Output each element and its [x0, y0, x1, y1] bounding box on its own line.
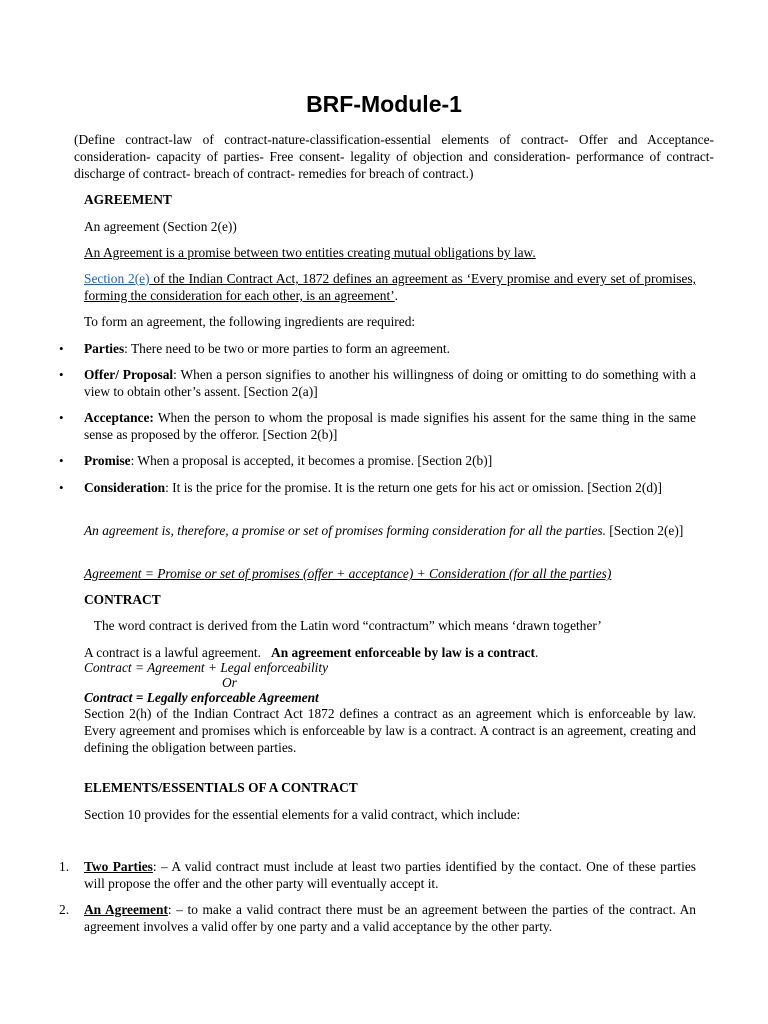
section-2e-paragraph [84, 270, 696, 304]
contract-lawful-end: . [534, 645, 539, 660]
bullet-symbol: • [59, 453, 64, 468]
bullet-term: Offer/ Proposal [84, 367, 174, 382]
contract-formula-2: Contract = Legally enforceable Agreement [84, 690, 319, 705]
list-item [84, 901, 696, 935]
bullet-symbol: • [59, 410, 64, 425]
agreement-summary-ref: [Section 2(e)] [605, 523, 684, 538]
bullet-term: Acceptance: [84, 410, 154, 425]
contract-or-text: Or [222, 675, 237, 690]
agreement-heading: AGREEMENT [84, 192, 172, 207]
list-item [84, 409, 696, 443]
bullet-symbol: • [59, 367, 64, 382]
bullet-term: Parties [84, 341, 125, 356]
agreement-summary [84, 522, 696, 539]
section-2h-paragraph: Section 2(h) of the Indian Contract Act 1872 defines a contract as an agreement which is enforceable by law. Every agreement and promises which is enforceable by law is a contract. A contract is an agreement, creating and defining the obligation between parties. [84, 706, 696, 755]
agreement-summary-italic: An agreement is, therefore, a promise or set of promises forming consideration for all the parties. [84, 523, 606, 538]
contract-formula-1: Contract = Agreement + Legal enforceability [84, 660, 329, 675]
bullet-text: : When a proposal is accepted, it becomes a promise. [Section 2(b)] [130, 453, 493, 468]
section-2e-link[interactable]: Section 2(e) [84, 271, 150, 286]
contract-lawful-bold: An agreement enforceable by law is a contract [271, 645, 535, 660]
bullet-text: : When a person signifies to another his willingness of doing or omitting to do something with a view to obtain other’s assent. [Section 2(a)] [84, 367, 696, 399]
list-item [84, 366, 696, 400]
bullet-term: Consideration [84, 480, 166, 495]
section-2e-end: . [394, 288, 399, 303]
bullet-symbol: • [59, 341, 64, 356]
list-item [84, 340, 696, 357]
list-item [84, 479, 696, 496]
elements-heading: ELEMENTS/ESSENTIALS OF A CONTRACT [84, 780, 358, 795]
element-term: An Agreement [84, 902, 168, 917]
ingredients-intro: To form an agreement, the following ingredients are required: [84, 314, 416, 329]
section-2e-text: of the Indian Contract Act, 1872 defines an agreement as ‘Every promise and every set of promises, forming the consideration for each other, is an agreement’ [84, 271, 696, 303]
document-title: BRF-Module-1 [306, 91, 462, 117]
contract-heading: CONTRACT [84, 592, 161, 607]
agreement-definition: An Agreement is a promise between two entities creating mutual obligations by law. [84, 245, 536, 260]
agreement-formula: Agreement = Promise or set of promises (offer + acceptance) + Consideration (for all the parties) [84, 566, 612, 581]
syllabus-text: (Define contract-law of contract-nature-classification-essential elements of contract- Offer and Acceptance- consideration- capacity of parties- Free consent- legality of objection and consideration- performance of contract- discharge of contract- breach of contract- remedies for breach of contract.) [74, 132, 714, 181]
list-number: 2. [59, 902, 70, 917]
bullet-text: When the person to whom the proposal is made signifies his assent for the same thing in the same sense as proposed by the offeror. [Section 2(b)] [84, 410, 696, 442]
list-number: 1. [59, 859, 70, 874]
bullet-term: Promise [84, 453, 131, 468]
element-term: Two Parties [84, 859, 153, 874]
element-text: : – A valid contract must include at least two parties identified by the contact. One of these parties will propose the offer and the other party will eventually accept it. [84, 859, 696, 891]
agreement-section-line: An agreement (Section 2(e)) [84, 219, 237, 234]
contract-lawful-text: A contract is a lawful agreement. [84, 645, 272, 660]
bullet-text: : There need to be two or more parties to form an agreement. [124, 341, 450, 356]
bullet-symbol: • [59, 480, 64, 495]
list-item [84, 452, 696, 469]
contract-latin-origin: The word contract is derived from the Latin word “contractum” which means ‘drawn together’ [84, 618, 602, 633]
elements-intro: Section 10 provides for the essential elements for a valid contract, which include: [84, 807, 521, 822]
list-item [84, 858, 696, 892]
bullet-text: : It is the price for the promise. It is the return one gets for his act or omission. [Section 2(d)] [165, 480, 662, 495]
element-text: : – to make a valid contract there must be an agreement between the parties of the contract. An agreement involves a valid offer by one party and a valid acceptance by the other party. [84, 902, 697, 934]
